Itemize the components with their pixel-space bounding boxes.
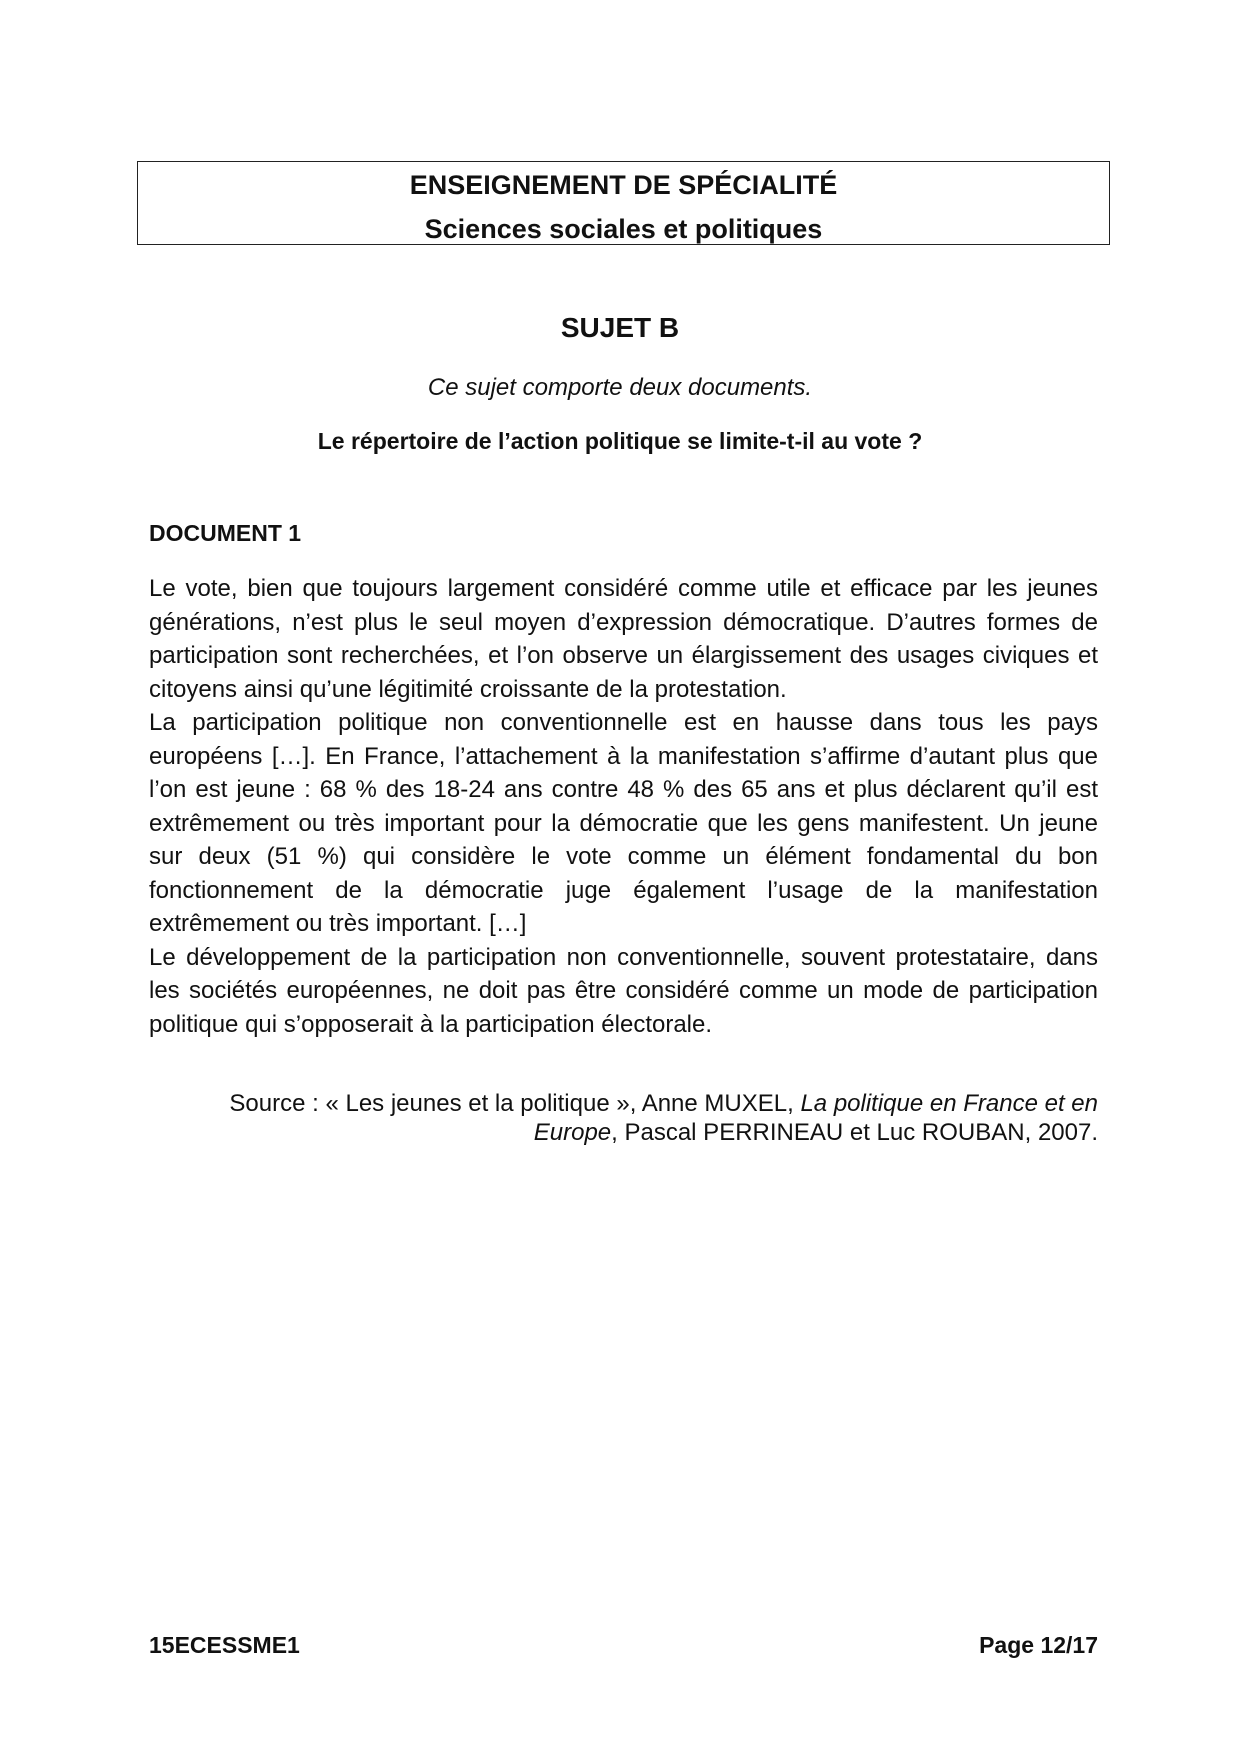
source-book-title-1: La politique en France et en [800, 1090, 1098, 1117]
paragraph-2: La participation politique non conventionnelle est en hausse dans tous les pays européens […]. En France, l’attachement à la manifestation s’affirme d’autant plus que l’on est jeune : 68 % des 18-24 ans contre 48 % des 65 ans et plus déclarent qu’il est extrêmement ou très important pour la démocratie que les gens manifestent. Un jeune sur deux (51 %) qui considère le vote comme un élément fondamental du bon fonctionnement de la démocratie juge également l’usage de la manifestation extrêmement ou très important. […] [149, 709, 1098, 937]
footer-code: 15ECESSME1 [149, 1632, 300, 1658]
source-book-title-2: Europe [533, 1119, 612, 1146]
source-prefix: Source : « Les jeunes et la politique », Anne MUXEL, [229, 1090, 801, 1117]
footer-page-number: Page 12/17 [979, 1632, 1098, 1658]
sujet-question: Le répertoire de l’action politique se limite-t-il au vote ? [317, 428, 923, 454]
document-heading: DOCUMENT 1 [149, 520, 302, 546]
header-subtitle: Sciences sociales et politiques [424, 214, 823, 244]
sujet-subtitle: Ce sujet comporte deux documents. [427, 374, 813, 401]
header-title: ENSEIGNEMENT DE SPÉCIALITÉ [409, 170, 838, 200]
header-box [137, 161, 1110, 245]
sujet-title: SUJET B [560, 312, 680, 343]
source-suffix: , Pascal PERRINEAU et Luc ROUBAN, 2007. [611, 1119, 1098, 1146]
paragraph-1: Le vote, bien que toujours largement considéré comme utile et efficace par les jeunes générations, n’est plus le seul moyen d’expression démocratique. D’autres formes de participation sont recherchées, et l’on observe un élargissement des usages civiques et citoyens ainsi qu’une légitimité croissante de la protestation. [149, 575, 1098, 703]
source-citation [149, 1089, 1098, 1147]
document-body [149, 572, 1098, 1041]
paragraph-3: Le développement de la participation non conventionnelle, souvent protestataire, dans les sociétés européennes, ne doit pas être considéré comme un mode de participation politique qui s’opposerait à la participation électorale. [149, 943, 1098, 1038]
